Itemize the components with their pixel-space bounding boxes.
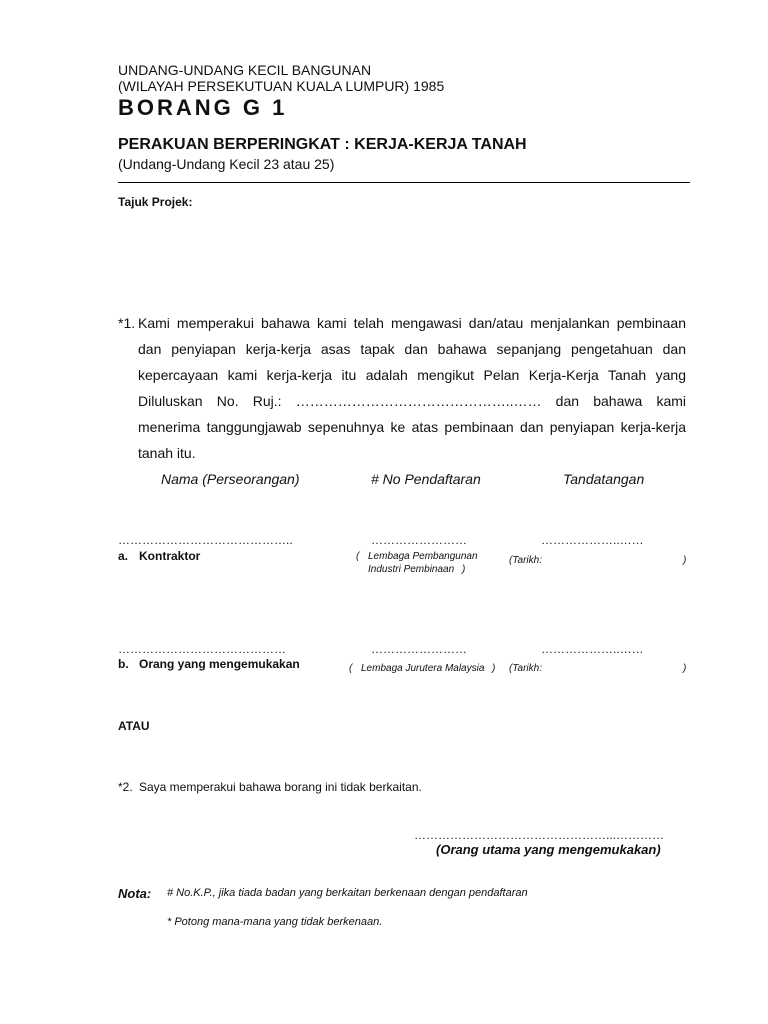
contractor-reg-body-line2: Industri Pembinaan <box>368 564 455 575</box>
statement-1-number: *1. <box>118 315 136 331</box>
submitter-reg-close: ) <box>492 663 496 674</box>
note-line-2: * Potong mana-mana yang tidak berkenaan. <box>167 916 383 928</box>
note-label: Nota: <box>118 886 152 901</box>
submitter-registration-line[interactable]: …………………… <box>371 642 467 656</box>
principal-submitter-signature-line[interactable]: …………………………………………...………… <box>414 828 665 842</box>
form-code: BORANG G 1 <box>118 95 288 120</box>
contractor-letter: a. <box>118 549 129 563</box>
contractor-registration-line[interactable]: …………………… <box>371 533 467 547</box>
submitter-date-label: (Tarikh: <box>509 663 542 674</box>
statement-2-number: *2. <box>118 780 133 794</box>
statement-1 <box>118 310 686 466</box>
submitter-date-close: ) <box>683 663 687 674</box>
contractor-reg-open: ( <box>356 551 360 562</box>
column-name-header: Nama (Perseorangan) <box>161 471 300 487</box>
note-line-1: # No.K.P., jika tiada badan yang berkaitan berkenaan dengan pendaftaran <box>167 887 528 899</box>
submitter-signature-line[interactable]: ………………..…… <box>541 642 644 656</box>
submitter-reg-open: ( <box>349 663 353 674</box>
submitter-letter: b. <box>118 657 129 671</box>
contractor-label: Kontraktor <box>139 549 201 563</box>
project-title-label: Tajuk Projek: <box>118 195 193 209</box>
column-registration-header: # No Pendaftaran <box>371 471 481 487</box>
contractor-reg-close: ) <box>462 564 466 575</box>
contractor-name-line[interactable]: …………………………………….. <box>118 533 293 547</box>
principal-submitter-caption: (Orang utama yang mengemukakan) <box>436 842 661 857</box>
form-subtitle: (Undang-Undang Kecil 23 atau 25) <box>118 156 335 172</box>
or-separator: ATAU <box>118 719 150 733</box>
bylaw-title-line2: (WILAYAH PERSEKUTUAN KUALA LUMPUR) 1985 <box>118 78 445 94</box>
contractor-date-label: (Tarikh: <box>509 555 542 566</box>
bylaw-title-line1: UNDANG-UNDANG KECIL BANGUNAN <box>118 62 372 78</box>
statement-1-text: Kami memperakui bahawa kami telah mengawasi dan/atau menjalankan pembinaan dan penyiapan kerja-kerja asas tapak dan bahawa sepanjang pengetahuan dan kepercayaan kami kerja-kerja itu adalah mengikut Pelan Kerja-Kerja Tanah yang Diluluskan No. Ruj.: ………………………………………..…… dan bahawa kami menerima tanggungjawab sepenuhnya ke atas pembinaan dan penyiapan kerja-kerja tanah itu. <box>138 315 686 461</box>
statement-2-text: Saya memperakui bahawa borang ini tidak berkaitan. <box>139 780 422 794</box>
contractor-signature-line[interactable]: ………………..…… <box>541 533 644 547</box>
submitter-label: Orang yang mengemukakan <box>139 657 300 671</box>
contractor-date-close: ) <box>683 555 687 566</box>
submitter-name-line[interactable]: …………………………………… <box>118 642 286 656</box>
header-divider <box>118 182 690 183</box>
form-title: PERAKUAN BERPERINGKAT : KERJA-KERJA TANAH <box>118 136 527 153</box>
column-signature-header: Tandatangan <box>563 471 645 487</box>
contractor-reg-body-line1: Lembaga Pembangunan <box>368 551 478 562</box>
submitter-reg-body: Lembaga Jurutera Malaysia <box>361 663 485 674</box>
